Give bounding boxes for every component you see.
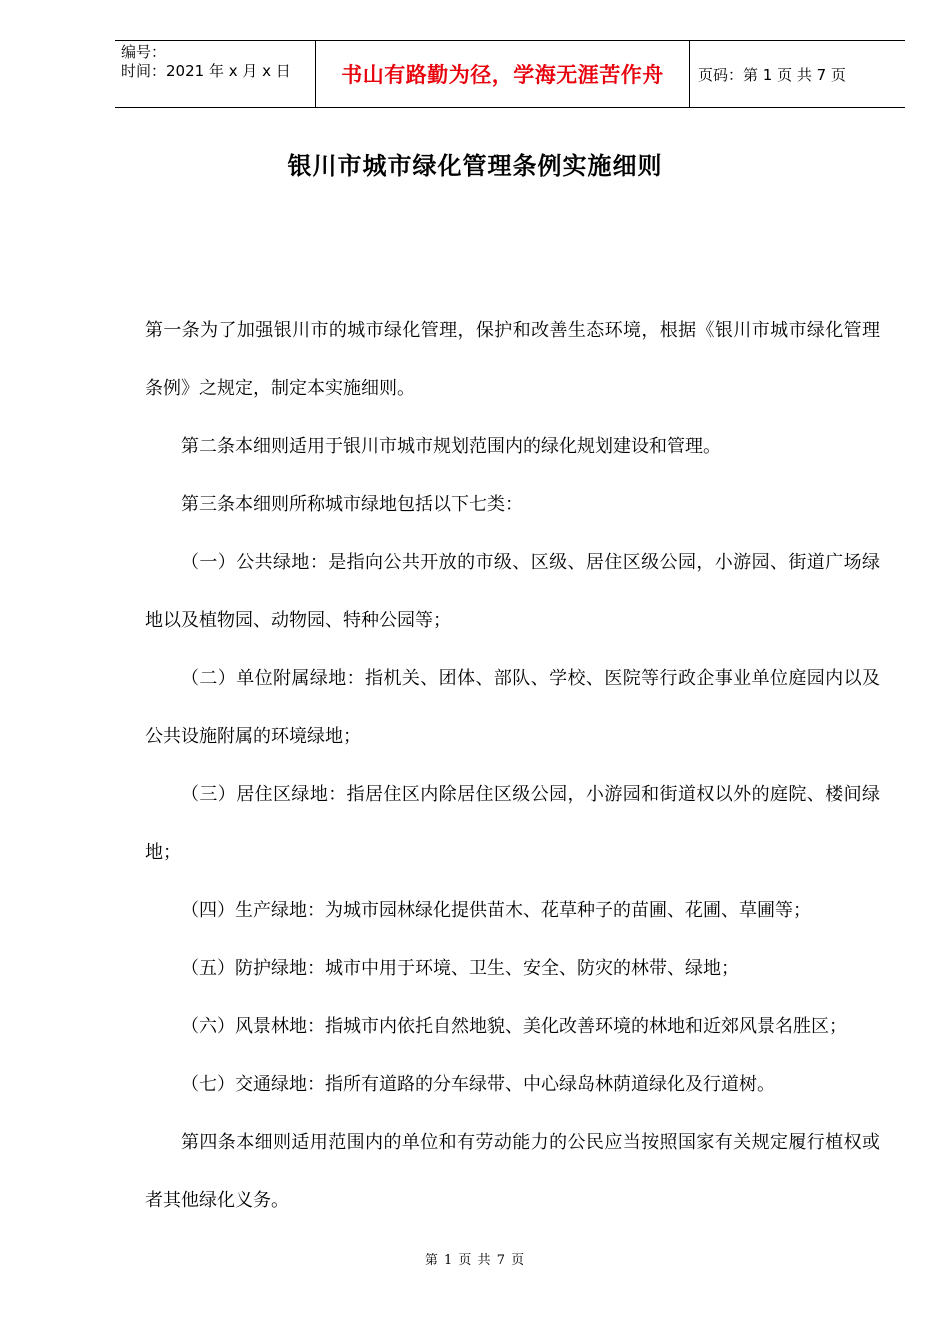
- header-page-info: 页码：第 1 页 共 7 页: [698, 65, 846, 84]
- header-motto: 书山有路勤为径，学海无涯苦作舟: [316, 41, 690, 107]
- time-label: 时间：2021 年 x 月 x 日: [121, 62, 291, 80]
- document-title: 银川市城市绿化管理条例实施细则: [287, 152, 663, 180]
- paragraph: 第四条本细则适用范围内的单位和有劳动能力的公民应当按照国家有关规定履行植权或者其他绿化义务。: [145, 1132, 880, 1211]
- document-body: [145, 302, 880, 1230]
- paragraph: （二）单位附属绿地：指机关、团体、部队、学校、医院等行政企事业单位庭园内以及公共设施附属的环境绿地；: [145, 668, 880, 747]
- paragraph: 第三条本细则所称城市绿地包括以下七类：: [181, 494, 523, 515]
- page-header: [115, 40, 905, 108]
- number-label: 编号：: [121, 43, 167, 61]
- paragraph: （四）生产绿地：为城市园林绿化提供苗木、花草种子的苗圃、花圃、草圃等；: [181, 900, 811, 921]
- paragraph: （五）防护绿地：城市中用于环境、卫生、安全、防灾的林带、绿地；: [181, 958, 739, 979]
- paragraph: （六）风景林地：指城市内依托自然地貌、美化改善环境的林地和近郊风景名胜区；: [181, 1016, 847, 1037]
- paragraph: 第二条本细则适用于银川市城市规划范围内的绿化规划建设和管理。: [181, 436, 721, 457]
- paragraph: （三）居住区绿地：指居住区内除居住区级公园，小游园和街道权以外的庭院、楼间绿地；: [145, 784, 880, 863]
- paragraph: 第一条为了加强银川市的城市绿化管理，保护和改善生态环境，根据《银川市城市绿化管理条例》之规定，制定本实施细则。: [145, 320, 880, 399]
- paragraph: （七）交通绿地：指所有道路的分车绿带、中心绿岛林荫道绿化及行道树。: [181, 1074, 775, 1095]
- header-meta: [115, 41, 316, 107]
- paragraph: （一）公共绿地：是指向公共开放的市级、区级、居住区级公园，小游园、街道广场绿地以及植物园、动物园、特种公园等；: [145, 552, 880, 631]
- page-footer: 第 1 页 共 7 页: [424, 1253, 526, 1268]
